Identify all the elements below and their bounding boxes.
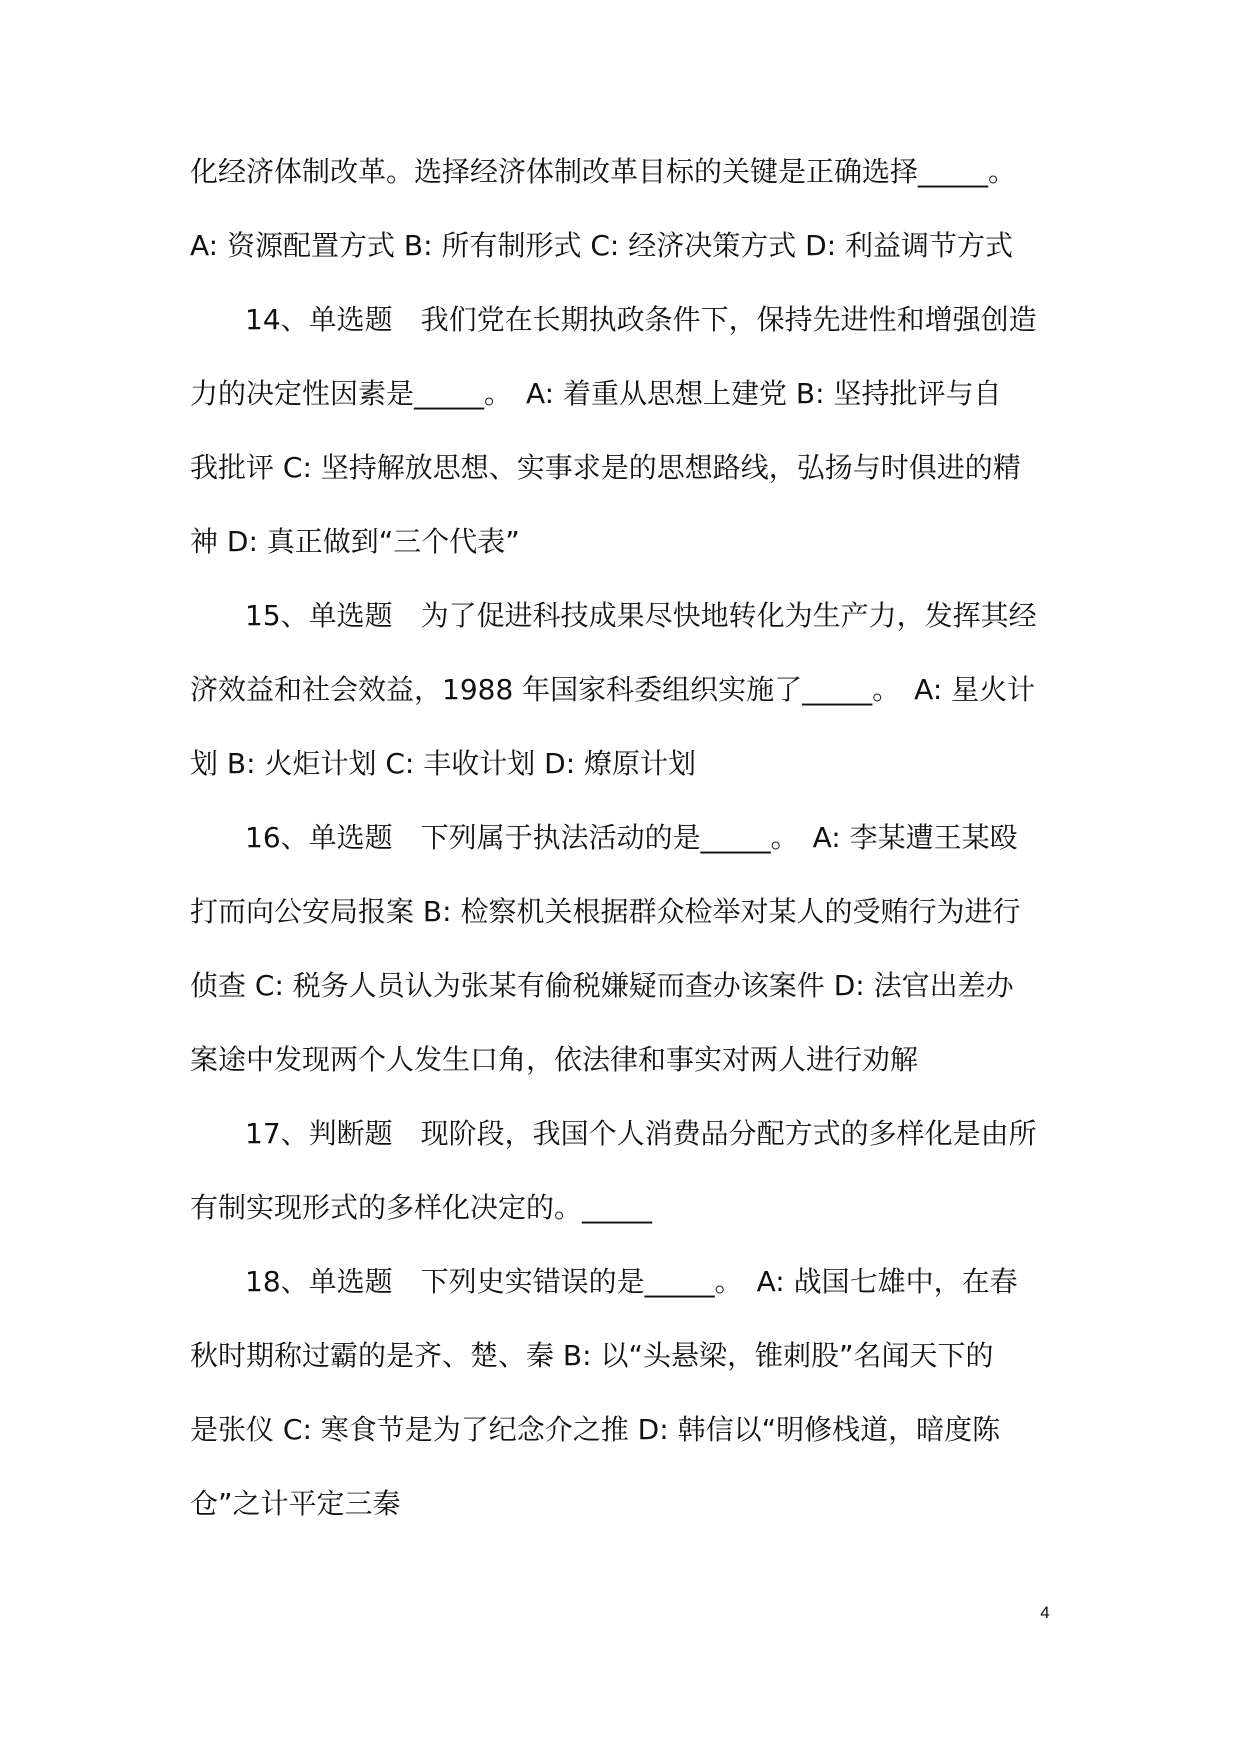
question-16-line-4: 案途中发现两个人发生口角，依法律和事实对两人进行劝解: [190, 1043, 919, 1076]
question-16-line-2: 打而向公安局报案 B: 检察机关根据群众检举对某人的受贿行为进行: [190, 895, 1021, 928]
question-17-line-2: 有制实现形式的多样化决定的。_____: [190, 1191, 653, 1224]
page-number: 4: [1040, 1603, 1050, 1622]
question-16-line-1: 16、单选题 下列属于执法活动的是_____。 A: 李某遭王某殴: [245, 821, 1018, 854]
question-14-line-3: 我批评 C: 坚持解放思想、实事求是的思想路线，弘扬与时俱进的精: [190, 451, 1021, 484]
question-15-line-2: 济效益和社会效益，1988 年国家科委组织实施了_____。 A: 星火计: [190, 673, 1036, 706]
question-14-line-4: 神 D: 真正做到“三个代表”: [190, 525, 520, 558]
question-15-line-1: 15、单选题 为了促进科技成果尽快地转化为生产力，发挥其经: [245, 599, 1037, 632]
question-17-line-1: 17、判断题 现阶段，我国个人消费品分配方式的多样化是由所: [245, 1117, 1037, 1150]
question-16-line-3: 侦查 C: 税务人员认为张某有偷税嫌疑而查办该案件 D: 法官出差办: [190, 969, 1014, 1002]
question-13-options: A: 资源配置方式 B: 所有制形式 C: 经济决策方式 D: 利益调节方式: [190, 229, 1014, 262]
question-18-line-2: 秋时期称过霸的是齐、楚、秦 B: 以“头悬梁，锥刺股”名闻天下的: [190, 1339, 994, 1372]
question-15-line-3: 划 B: 火炬计划 C: 丰收计划 D: 燎原计划: [190, 747, 697, 780]
question-13-stem-end: 化经济体制改革。选择经济体制改革目标的关键是正确选择_____。: [190, 155, 1017, 188]
question-14-line-1: 14、单选题 我们党在长期执政条件下，保持先进性和增强创造: [245, 303, 1037, 336]
question-14-line-2: 力的决定性因素是_____。 A: 着重从思想上建党 B: 坚持批评与自: [190, 377, 1002, 410]
question-18-line-3: 是张仪 C: 寒食节是为了纪念介之推 D: 韩信以“明修栈道，暗度陈: [190, 1413, 1001, 1446]
question-18-line-4: 仓”之计平定三秦: [190, 1487, 401, 1520]
question-18-line-1: 18、单选题 下列史实错误的是_____。 A: 战国七雄中，在春: [245, 1265, 1018, 1298]
